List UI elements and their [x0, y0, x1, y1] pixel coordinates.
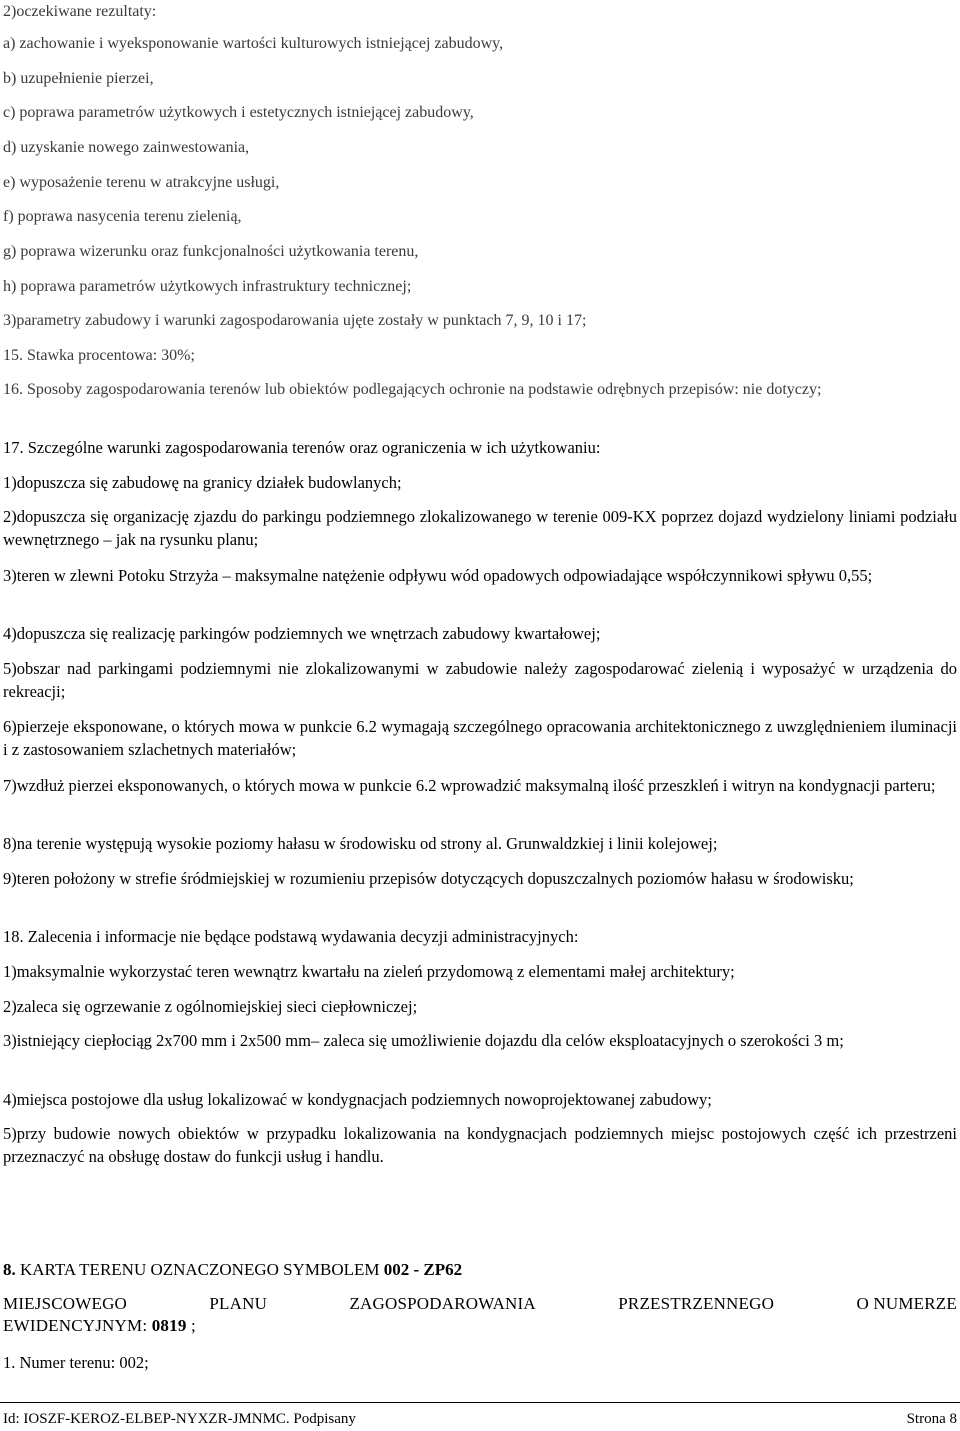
recommendation-item-5: 5)przy budowie nowych obiektów w przypadku lokalizowania na kondygnacjach podziemnych miejsc postojowych część ich przestrzeni przeznaczyć na obsługę dostaw do funkcji usług i handlu. [3, 1124, 957, 1166]
expected-results-heading: 2)oczekiwane rezultaty: [3, 3, 157, 20]
list-item-d: d) uzyskanie nowego zainwestowania, [3, 139, 250, 156]
list-item-g: g) poprawa wizerunku oraz funkcjonalności użytkowania terenu, [3, 243, 419, 260]
evidence-number: 0819 [151, 1316, 187, 1335]
evidence-label: EWIDENCYJNYM: [3, 1316, 148, 1335]
condition-item-7: 7)wzdłuż pierzei eksponowanych, o których mowa w punkcie 6.2 wprowadzić maksymalną ilość przeszkleń i witryn na kondygnacji parteru; [3, 776, 936, 795]
recommendation-item-2: 2)zaleca się ogrzewanie z ogólnomiejskiej sieci ciepłowniczej; [3, 997, 418, 1016]
condition-item-8: 8)na terenie występują wysokie poziomy hałasu w środowisku od strony al. Grunwaldzkiej i linii kolejowej; [3, 834, 718, 853]
condition-item-4: 4)dopuszcza się realizację parkingów podziemnych we wnętrzach zabudowy kwartałowej; [3, 624, 601, 643]
plan-word: ZAGOSPODAROWANIA [349, 1294, 536, 1313]
terrain-number: 1. Numer terenu: 002; [3, 1353, 149, 1372]
recommendations-heading: 18. Zalecenia i informacje nie będące podstawą wydawania decyzji administracyjnych: [3, 927, 579, 946]
list-item-c: c) poprawa parametrów użytkowych i estetycznych istniejącej zabudowy, [3, 104, 474, 121]
list-item-b: b) uzupełnienie pierzei, [3, 70, 154, 87]
page-footer [3, 1409, 957, 1429]
parameters-item: 3)parametry zabudowy i warunki zagospodarowania ujęte zostały w punktach 7, 9, 10 i 17; [3, 312, 587, 329]
document-id: Id: IOSZF-KEROZ-ELBEP-NYXZR-JMNMC. Podpisany [3, 1411, 356, 1427]
evidence-line [3, 1315, 957, 1337]
recommendation-item-1: 1)maksymalnie wykorzystać teren wewnątrz kwartału na zieleń przydomową z elementami małej architektury; [3, 962, 735, 981]
page-number: Strona 8 [906, 1411, 957, 1427]
plan-line [3, 1293, 957, 1337]
plan-words-row [3, 1293, 957, 1315]
section-title: KARTA TERENU OZNACZONEGO SYMBOLEM [20, 1260, 380, 1279]
condition-item-1: 1)dopuszcza się zabudowę na granicy działek budowlanych; [3, 473, 402, 492]
list-item-h: h) poprawa parametrów użytkowych infrastruktury technicznej; [3, 278, 412, 295]
conditions-heading: 17. Szczególne warunki zagospodarowania terenów oraz ograniczenia w ich użytkowaniu: [3, 438, 601, 457]
recommendation-item-3: 3)istniejący ciepłociąg 2x700 mm i 2x500 mm– zaleca się umożliwienie dojazdu dla celów eksploatacyjnych o szerokości 3 m; [3, 1031, 844, 1050]
section-symbol: 002 - ZP62 [383, 1260, 463, 1279]
list-item-e: e) wyposażenie terenu w atrakcyjne usługi, [3, 174, 280, 191]
plan-word: PLANU [209, 1294, 268, 1313]
rate-item: 15. Stawka procentowa: 30%; [3, 347, 195, 364]
plan-word: MIEJSCOWEGO [3, 1294, 128, 1313]
list-item-f: f) poprawa nasycenia terenu zielenią, [3, 208, 242, 225]
condition-item-5: 5)obszar nad parkingami podziemnymi nie zlokalizowanymi w zabudowie należy zagospodarować zielenią i wyposażyć w urządzenia do rekreacji; [3, 659, 957, 701]
recommendation-item-4: 4)miejsca postojowe dla usług lokalizować w kondygnacjach podziemnych nowoprojektowanej zabudowy; [3, 1090, 712, 1109]
plan-word: O NUMERZE [856, 1294, 957, 1313]
section-heading [3, 1258, 957, 1281]
condition-item-9: 9)teren położony w strefie śródmiejskiej w rozumieniu przepisów dotyczących dopuszczalnych poziomów hałasu w środowisku; [3, 869, 854, 888]
section-number: 8. [3, 1260, 16, 1279]
condition-item-3: 3)teren w zlewni Potoku Strzyża – maksymalne natężenie odpływu wód opadowych odpowiadające współczynnikowi spływu 0,55; [3, 566, 873, 585]
condition-item-2: 2)dopuszcza się organizację zjazdu do parkingu podziemnego zlokalizowanego w terenie 009-KX poprzez dojazd wydzielony liniami podziału wewnętrznego – jak na rysunku planu; [3, 507, 957, 549]
evidence-suffix: ; [190, 1316, 196, 1335]
condition-item-6: 6)pierzeje eksponowane, o których mowa w punkcie 6.2 wymagają szczególnego opracowania architektonicznego z uwzględnieniem iluminacji i z zastosowaniem szlachetnych materiałów; [3, 717, 957, 759]
footer-divider [0, 1402, 960, 1403]
list-item-a: a) zachowanie i wyeksponowanie wartości kulturowych istniejącej zabudowy, [3, 35, 504, 52]
plan-word: PRZESTRZENNEGO [618, 1294, 775, 1313]
protection-item: 16. Sposoby zagospodarowania terenów lub obiektów podlegających ochronie na podstawie odrębnych przepisów: nie dotyczy; [3, 381, 822, 398]
